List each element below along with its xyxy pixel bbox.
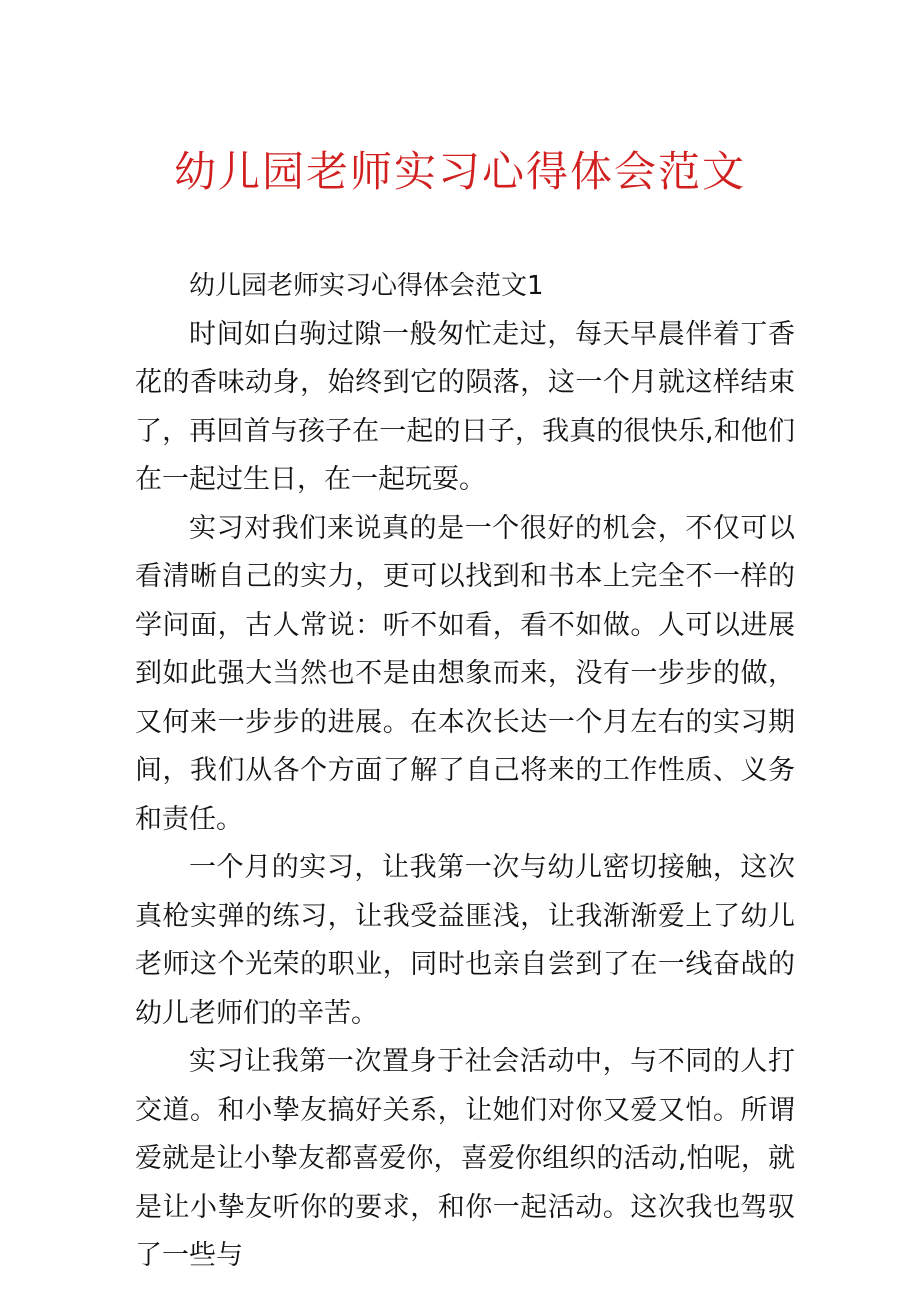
document-title: 幼儿园老师实习心得体会范文 (173, 147, 746, 196)
section-heading: 幼儿园老师实习心得体会范文1 (189, 271, 544, 301)
paragraph-2: 实习对我们来说真的是一个很好的机会，不仅可以看清晰自己的实力，更可以找到和书本上完全不一样的学问面，古人常说：听不如看，看不如做。人可以进展到如此强大当然也不是由想象而来，没有一步步的做，又何来一步步的进展。在本次长达一个月左右的实习期间，我们从各个方面了解了自己将来的工作性质、义务和责任。 (135, 512, 795, 835)
paragraph-4: 实习让我第一次置身于社会活动中，与不同的人打交道。和小挚友搞好关系，让她们对你又爱又怕。所谓爱就是让小挚友都喜爱你，喜爱你组织的活动,怕呢，就是让小挚友听你的要求，和你一起活动。这次我也驾驭了一些与 (135, 1046, 795, 1271)
document-body (135, 262, 795, 1281)
paragraph-3: 一个月的实习，让我第一次与幼儿密切接触，这次真枪实弹的练习，让我受益匪浅，让我渐渐爱上了幼儿老师这个光荣的职业，同时也亲自尝到了在一线奋战的幼儿老师们的辛苦。 (135, 852, 795, 1029)
paragraph-1: 时间如白驹过隙一般匆忙走过，每天早晨伴着丁香花的香味动身，始终到它的陨落，这一个月就这样结束了，再回首与孩子在一起的日子，我真的很快乐,和他们在一起过生日，在一起玩耍。 (135, 318, 795, 495)
